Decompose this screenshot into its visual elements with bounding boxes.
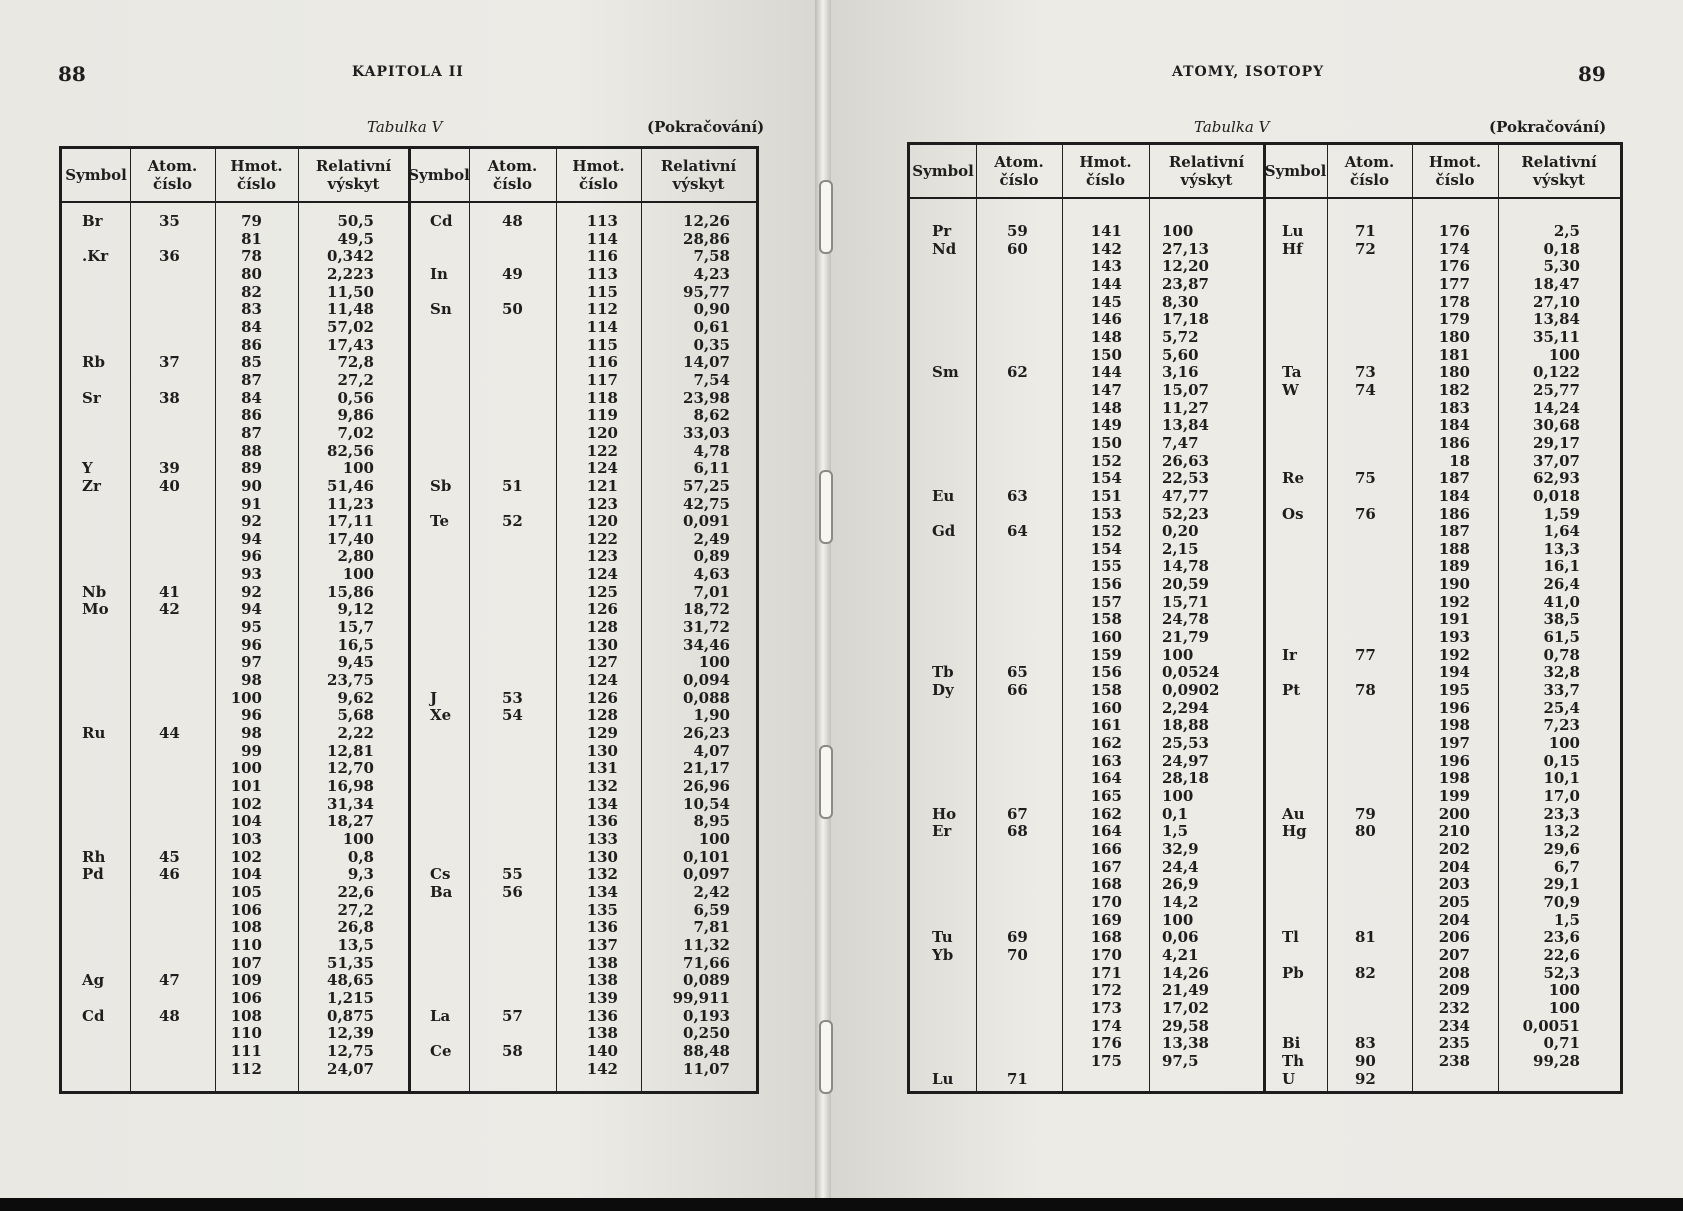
binding-stitch	[819, 745, 833, 819]
header-rel: Relativní výskyt	[1521, 153, 1597, 189]
column-divider	[641, 149, 642, 1091]
abundance-column: 50,5 49,5 0,342 2,223 11,50 11,48 57,02 17,43 72,8 27,2 0,56 9,86 7,02 82,56 100 51,46 11,23 17,11 17,40 2,80 100 15,86 9,12 15,7 16,5 9,45 23,75 9,62 5,68 2,22 12,81 12,70 16,98 31,34 18,27 100 0,8 9,3 22,6 27,2 26,8 13,5 51,35 48,65 1,215 0,875 12,39 12,75 24,07	[327, 212, 374, 1078]
isotope-table	[907, 142, 1623, 1094]
header-atom: Atom. číslo	[487, 157, 538, 193]
symbol-column: Lu Hf Ta W Re Os Ir Pt Au Hg Tl Pb Bi Th U	[1282, 222, 1307, 1088]
page-number: 89	[1578, 62, 1606, 86]
header-symbol: Symbol	[408, 166, 470, 184]
binding-stitch	[819, 180, 833, 254]
header-atom: Atom. číslo	[1344, 153, 1395, 189]
column-divider	[298, 149, 299, 1091]
header-hmot: Hmot. číslo	[1428, 153, 1482, 189]
page-number: 88	[58, 62, 86, 86]
column-divider	[1327, 145, 1328, 1091]
column-divider	[1062, 145, 1063, 1091]
half-divider	[1263, 145, 1266, 1091]
left-page	[0, 0, 822, 1198]
header-rel: Relativní výskyt	[1168, 153, 1245, 189]
column-divider	[1498, 145, 1499, 1091]
mass-number-column: 141 142 143 144 145 146 148 150 144 147 148 149 150 152 154 151 153 152 154 155 156 157 158 160 159 156 158 160 161 162 163 164 165 162 164 166 167 168 170 169 168 170 171 172 173 174 176 175	[1090, 222, 1122, 1070]
column-divider	[130, 149, 131, 1091]
header-symbol: Symbol	[65, 166, 127, 184]
symbol-column: Cd In Sn Sb Te J Xe Cs Ba La Ce	[430, 212, 453, 1060]
table-caption: Tabulka V	[367, 118, 443, 136]
column-divider	[1412, 145, 1413, 1091]
table-caption: Tabulka V	[1194, 118, 1270, 136]
running-head: KAPITOLA II	[352, 64, 464, 80]
right-page	[822, 0, 1683, 1198]
atom-number-column: 48 49 50 51 52 53 54 55 56 57 58	[502, 212, 523, 1060]
header-symbol: Symbol	[1264, 162, 1327, 180]
mass-number-column: 79 81 78 80 82 83 84 86 85 87 84 86 87 88 89 90 91 92 94 96 93 92 94 95 96 97 98 100 96 98 99 100 101 102 104 103 102 104 105 106 108 110 107 109 106 108 110 111 112	[230, 212, 262, 1078]
abundance-column: 100 27,13 12,20 23,87 8,30 17,18 5,72 5,60 3,16 15,07 11,27 13,84 7,47 26,63 22,53 47,77 52,23 0,20 2,15 14,78 20,59 15,71 24,78 21,79 100 0,0524 0,0902 2,294 18,88 25,53 24,97 28,18 100 0,1 1,5 32,9 24,4 26,9 14,2 100 0,06 4,21 14,26 21,49 17,02 29,58 13,38 97,5	[1162, 222, 1220, 1070]
abundance-column: 2,5 0,18 5,30 18,47 27,10 13,84 35,11 100 0,122 25,77 14,24 30,68 29,17 37,07 62,93 0,018 1,59 1,64 13,3 16,1 26,4 41,0 38,5 61,5 0,78 32,8 33,7 25,4 7,23 100 0,15 10,1 17,0 23,3 13,2 29,6 6,7 29,1 70,9 1,5 23,6 22,6 52,3 100 100 0,0051 0,71 99,28	[1522, 222, 1580, 1070]
column-divider	[469, 149, 470, 1091]
header-hmot: Hmot. číslo	[572, 157, 625, 193]
column-divider	[556, 149, 557, 1091]
symbol-column: Pr Nd Sm Eu Gd Tb Dy Ho Er Tu Yb Lu	[932, 222, 959, 1088]
column-divider	[215, 149, 216, 1091]
binding-stitch	[819, 470, 833, 544]
header-atom: Atom. číslo	[147, 157, 198, 193]
table-continuation: (Pokračování)	[1489, 118, 1607, 136]
column-divider	[976, 145, 977, 1091]
header-atom: Atom. číslo	[994, 153, 1044, 189]
header-hmot: Hmot. číslo	[230, 157, 283, 193]
atom-number-column: 35 36 37 38 39 40 41 42 44 45 46 47 48	[159, 212, 180, 1025]
header-rel: Relativní výskyt	[315, 157, 392, 193]
column-divider	[1149, 145, 1150, 1091]
atom-number-column: 71 72 73 74 75 76 77 78 79 80 81 82 83 90 92	[1355, 222, 1376, 1088]
mass-number-column: 113 114 116 113 115 112 114 115 116 117 118 119 120 122 124 121 123 120 122 123 124 125 126 128 130 127 124 126 128 129 130 131 132 134 136 133 130 132 134 135 136 137 138 138 139 136 138 140 142	[586, 212, 618, 1078]
abundance-column: 12,26 28,86 7,58 4,23 95,77 0,90 0,61 0,35 14,07 7,54 23,98 8,62 33,03 4,78 6,11 57,25 42,75 0,091 2,49 0,89 4,63 7,01 18,72 31,72 34,46 100 0,094 0,088 1,90 26,23 4,07 21,17 26,96 10,54 8,95 100 0,101 0,097 2,42 6,59 7,81 11,32 71,66 0,089 99,911 0,193 0,250 88,48 11,07	[672, 212, 730, 1078]
table-continuation: (Pokračování)	[647, 118, 765, 136]
mass-number-column: 176 174 176 177 178 179 180 181 180 182 183 184 186 18 187 184 186 187 188 189 190 192 191 193 192 194 195 196 198 197 196 198 199 200 210 202 204 203 205 204 206 207 208 209 232 234 235 238	[1438, 222, 1470, 1070]
isotope-table	[59, 146, 759, 1094]
header-rel: Relativní výskyt	[660, 157, 737, 193]
binding-stitch	[819, 1020, 833, 1094]
half-divider	[408, 149, 411, 1091]
atom-number-column: 59 60 62 63 64 65 66 67 68 69 70 71	[1007, 222, 1028, 1088]
header-hmot: Hmot. číslo	[1079, 153, 1132, 189]
running-head: ATOMY, ISOTOPY	[1172, 64, 1325, 80]
symbol-column: Br .Kr Rb Sr Y Zr Nb Mo Ru Rh Pd Ag Cd	[82, 212, 109, 1025]
header-symbol: Symbol	[912, 162, 974, 180]
